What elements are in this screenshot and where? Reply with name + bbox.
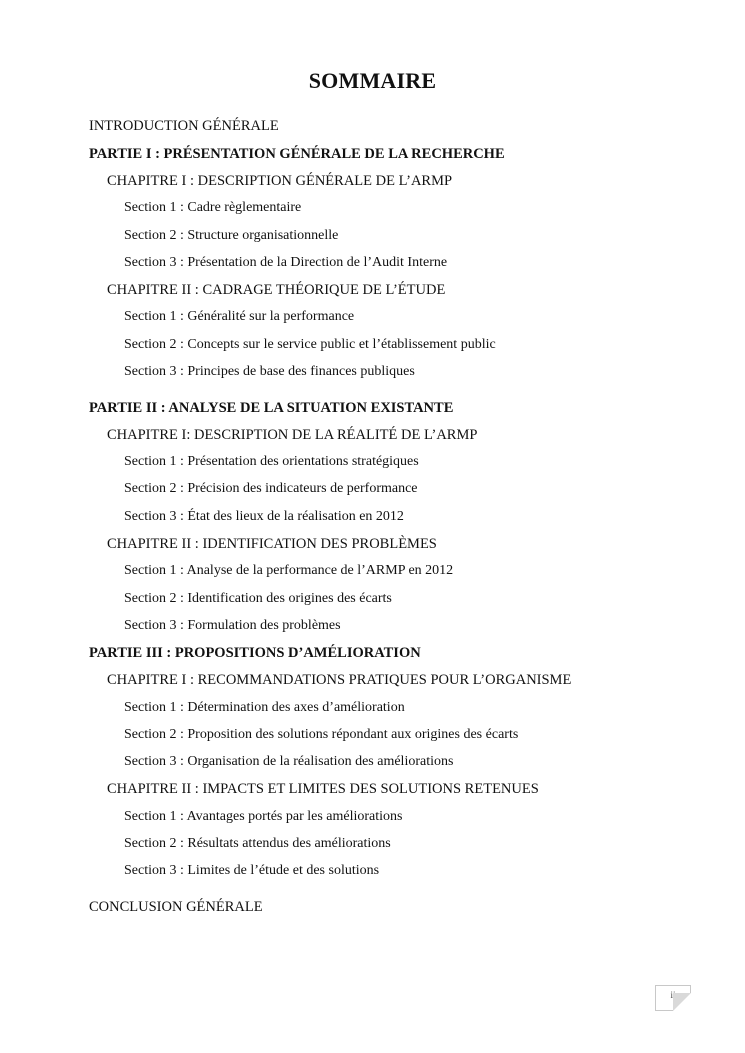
toc-section[interactable]: Section 1 : Analyse de la performance de l’ARMP en 2012 — [124, 563, 454, 578]
toc-section[interactable]: Section 1 : Avantages portés par les améliorations — [124, 809, 403, 824]
toc-section[interactable]: Section 2 : Proposition des solutions répondant aux origines des écarts — [124, 727, 519, 742]
page-curl-icon — [673, 993, 691, 1011]
toc-section[interactable]: Section 3 : Limites de l’étude et des solutions — [124, 863, 380, 878]
toc-part-2-chapter-1[interactable]: CHAPITRE I: DESCRIPTION DE LA RÉALITÉ DE L’ARMP — [107, 427, 478, 443]
toc-section[interactable]: Section 3 : État des lieux de la réalisation en 2012 — [124, 509, 404, 524]
toc-part-1-chapter-1[interactable]: CHAPITRE I : DESCRIPTION GÉNÉRALE DE L’ARMP — [107, 173, 453, 189]
toc-section[interactable]: Section 3 : Présentation de la Direction de l’Audit Interne — [124, 255, 448, 270]
toc-part-3-chapter-1[interactable]: CHAPITRE I : RECOMMANDATIONS PRATIQUES POUR L’ORGANISME — [107, 672, 572, 688]
toc-section[interactable]: Section 2 : Structure organisationnelle — [124, 228, 339, 243]
page-number: ii — [670, 990, 676, 1000]
toc-introduction[interactable]: INTRODUCTION GÉNÉRALE — [89, 118, 279, 134]
toc-part-3[interactable]: PARTIE III : PROPOSITIONS D’AMÉLIORATION — [89, 645, 421, 661]
toc-section[interactable]: Section 2 : Identification des origines des écarts — [124, 591, 392, 606]
toc-section[interactable]: Section 1 : Généralité sur la performance — [124, 309, 355, 324]
toc-section[interactable]: Section 2 : Concepts sur le service public et l’établissement public — [124, 337, 496, 352]
toc-section[interactable]: Section 3 : Formulation des problèmes — [124, 618, 341, 633]
toc-part-3-chapter-2[interactable]: CHAPITRE II : IMPACTS ET LIMITES DES SOLUTIONS RETENUES — [107, 781, 539, 797]
page-title: SOMMAIRE — [308, 68, 437, 93]
toc-section[interactable]: Section 1 : Cadre règlementaire — [124, 200, 302, 215]
toc-section[interactable]: Section 3 : Organisation de la réalisation des améliorations — [124, 754, 454, 769]
toc-section[interactable]: Section 2 : Précision des indicateurs de performance — [124, 481, 418, 496]
toc-section[interactable]: Section 1 : Présentation des orientations stratégiques — [124, 454, 419, 469]
toc-part-1-chapter-2[interactable]: CHAPITRE II : CADRAGE THÉORIQUE DE L’ÉTUDE — [107, 282, 446, 298]
toc-conclusion[interactable]: CONCLUSION GÉNÉRALE — [89, 899, 263, 915]
toc-section[interactable]: Section 1 : Détermination des axes d’amélioration — [124, 700, 405, 715]
toc-section[interactable]: Section 2 : Résultats attendus des améliorations — [124, 836, 391, 851]
toc-part-1[interactable]: PARTIE I : PRÉSENTATION GÉNÉRALE DE LA RECHERCHE — [89, 146, 505, 162]
toc-section[interactable]: Section 3 : Principes de base des finances publiques — [124, 364, 415, 379]
toc-part-2[interactable]: PARTIE II : ANALYSE DE LA SITUATION EXISTANTE — [89, 400, 454, 416]
toc-part-2-chapter-2[interactable]: CHAPITRE II : IDENTIFICATION DES PROBLÈMES — [107, 536, 437, 552]
page-number-box — [655, 985, 691, 1011]
